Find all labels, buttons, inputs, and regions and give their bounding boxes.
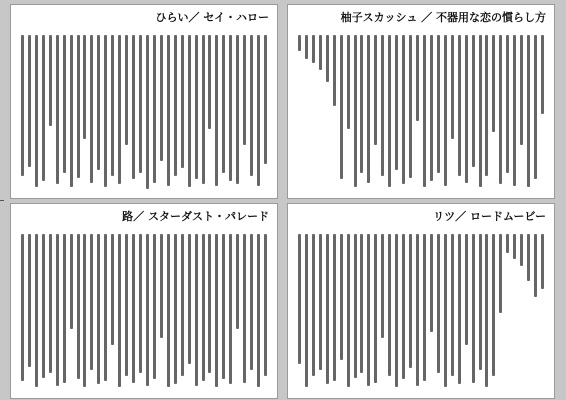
text-column (381, 234, 384, 338)
text-column (354, 234, 357, 378)
text-column (202, 35, 205, 184)
text-column (319, 234, 322, 370)
vertical-body-text (296, 234, 546, 392)
text-column (229, 234, 232, 384)
text-column (402, 35, 405, 184)
text-column (70, 234, 73, 329)
text-column (541, 35, 544, 114)
text-column (188, 35, 191, 187)
text-column (367, 234, 370, 386)
page-top-right (287, 4, 555, 199)
text-column (222, 35, 225, 173)
text-column (174, 35, 177, 176)
text-column (56, 234, 59, 386)
text-column (333, 234, 336, 381)
text-column (195, 234, 198, 386)
text-column (360, 234, 363, 373)
text-column (195, 35, 198, 179)
text-column (437, 234, 440, 373)
vertical-body-text (296, 35, 546, 192)
text-column (111, 234, 114, 345)
text-column (520, 35, 523, 145)
text-column (395, 35, 398, 170)
text-column (132, 234, 135, 383)
text-column (90, 234, 93, 370)
text-column (174, 234, 177, 384)
text-column (472, 234, 475, 383)
text-column (374, 234, 377, 383)
page-title: ひらい／ セイ・ハロー (155, 11, 269, 24)
text-column (111, 35, 114, 176)
text-column (104, 35, 107, 187)
text-column (125, 234, 128, 376)
text-column (409, 234, 412, 368)
text-column (305, 234, 308, 387)
text-column (250, 234, 253, 370)
text-column (42, 234, 45, 378)
text-column (388, 234, 391, 376)
page-bottom-right (287, 203, 555, 399)
text-column (181, 234, 184, 376)
text-column (257, 234, 260, 387)
text-column (458, 234, 461, 384)
text-column (527, 35, 530, 187)
text-column (347, 35, 350, 129)
text-column (527, 234, 530, 281)
text-column (90, 35, 93, 183)
text-column (465, 234, 468, 345)
page-top-left (10, 4, 278, 199)
text-column (243, 35, 246, 145)
text-column (395, 234, 398, 387)
text-column (35, 234, 38, 387)
text-column (465, 35, 468, 183)
text-column (83, 35, 86, 139)
text-column (104, 234, 107, 381)
text-column (451, 234, 454, 376)
text-column (374, 35, 377, 145)
text-column (208, 35, 211, 129)
text-column (97, 234, 100, 384)
text-column (409, 35, 412, 178)
text-column (479, 234, 482, 370)
text-column (132, 35, 135, 179)
text-column (444, 35, 447, 186)
text-column (416, 35, 419, 121)
text-column (35, 35, 38, 187)
text-column (222, 234, 225, 379)
text-column (236, 234, 239, 329)
text-column (167, 234, 170, 387)
text-column (312, 234, 315, 376)
text-column (264, 234, 267, 376)
text-column (423, 35, 426, 187)
text-column (340, 234, 343, 360)
text-column (513, 35, 516, 186)
left-edge-marker (0, 200, 4, 201)
text-column (458, 35, 461, 176)
text-column (125, 35, 128, 145)
text-column (485, 234, 488, 387)
vertical-body-text (19, 35, 269, 192)
text-column (492, 234, 495, 376)
text-column (118, 35, 121, 184)
text-column (181, 35, 184, 168)
text-column (513, 234, 516, 259)
text-column (83, 234, 86, 387)
text-column (340, 35, 343, 179)
text-column (333, 35, 336, 106)
text-column (347, 234, 350, 387)
text-column (118, 234, 121, 387)
text-column (77, 35, 80, 178)
text-column (264, 35, 267, 164)
text-column (42, 35, 45, 181)
text-column (367, 35, 370, 183)
text-column (506, 234, 509, 253)
text-column (49, 35, 52, 126)
text-column (250, 35, 253, 176)
text-column (208, 234, 211, 373)
text-column (506, 35, 509, 173)
text-column (499, 234, 502, 313)
text-column (354, 35, 357, 187)
text-column (21, 234, 24, 381)
text-column (28, 35, 31, 167)
text-column (499, 35, 502, 184)
text-column (472, 35, 475, 167)
text-column (520, 234, 523, 266)
text-column (153, 234, 156, 379)
text-column (56, 35, 59, 184)
text-column (437, 35, 440, 173)
page-bottom-left (10, 203, 278, 399)
text-column (534, 35, 537, 179)
text-column (312, 35, 315, 63)
text-column (167, 35, 170, 186)
text-column (188, 234, 191, 364)
text-column (492, 35, 495, 132)
text-column (139, 35, 142, 173)
text-column (229, 35, 232, 181)
text-column (305, 35, 308, 59)
text-column (139, 234, 142, 373)
text-column (485, 35, 488, 176)
text-column (423, 234, 426, 381)
text-column (49, 234, 52, 373)
text-column (160, 234, 163, 338)
text-column (146, 234, 149, 386)
text-column (451, 35, 454, 139)
text-column (21, 35, 24, 176)
text-column (215, 234, 218, 387)
text-column (28, 234, 31, 367)
page-title: 柚子スカッシュ ／ 不器用な恋の慣らし方 (340, 11, 546, 24)
text-column (153, 35, 156, 183)
text-column (146, 35, 149, 189)
text-column (243, 234, 246, 383)
text-column (430, 234, 433, 332)
text-column (160, 35, 163, 161)
text-column (388, 35, 391, 187)
text-column (479, 35, 482, 187)
text-column (430, 35, 433, 181)
text-column (298, 35, 301, 51)
vertical-body-text (19, 234, 269, 392)
page-title: リツ／ ロードムービー (433, 210, 546, 223)
text-column (70, 35, 73, 187)
text-column (444, 234, 447, 387)
text-column (257, 35, 260, 186)
text-column (63, 35, 66, 173)
text-column (97, 35, 100, 170)
text-column (77, 234, 80, 379)
text-column (215, 35, 218, 186)
text-column (360, 35, 363, 173)
text-column (541, 234, 544, 289)
text-column (298, 234, 301, 364)
text-column (416, 234, 419, 386)
text-column (319, 35, 322, 70)
text-column (236, 35, 239, 184)
page-title: 路／ スターダスト・パレード (122, 210, 269, 223)
text-column (402, 234, 405, 379)
text-column (326, 234, 329, 384)
text-column (326, 35, 329, 82)
text-column (534, 234, 537, 297)
text-column (63, 234, 66, 383)
text-column (202, 234, 205, 381)
text-column (381, 35, 384, 176)
